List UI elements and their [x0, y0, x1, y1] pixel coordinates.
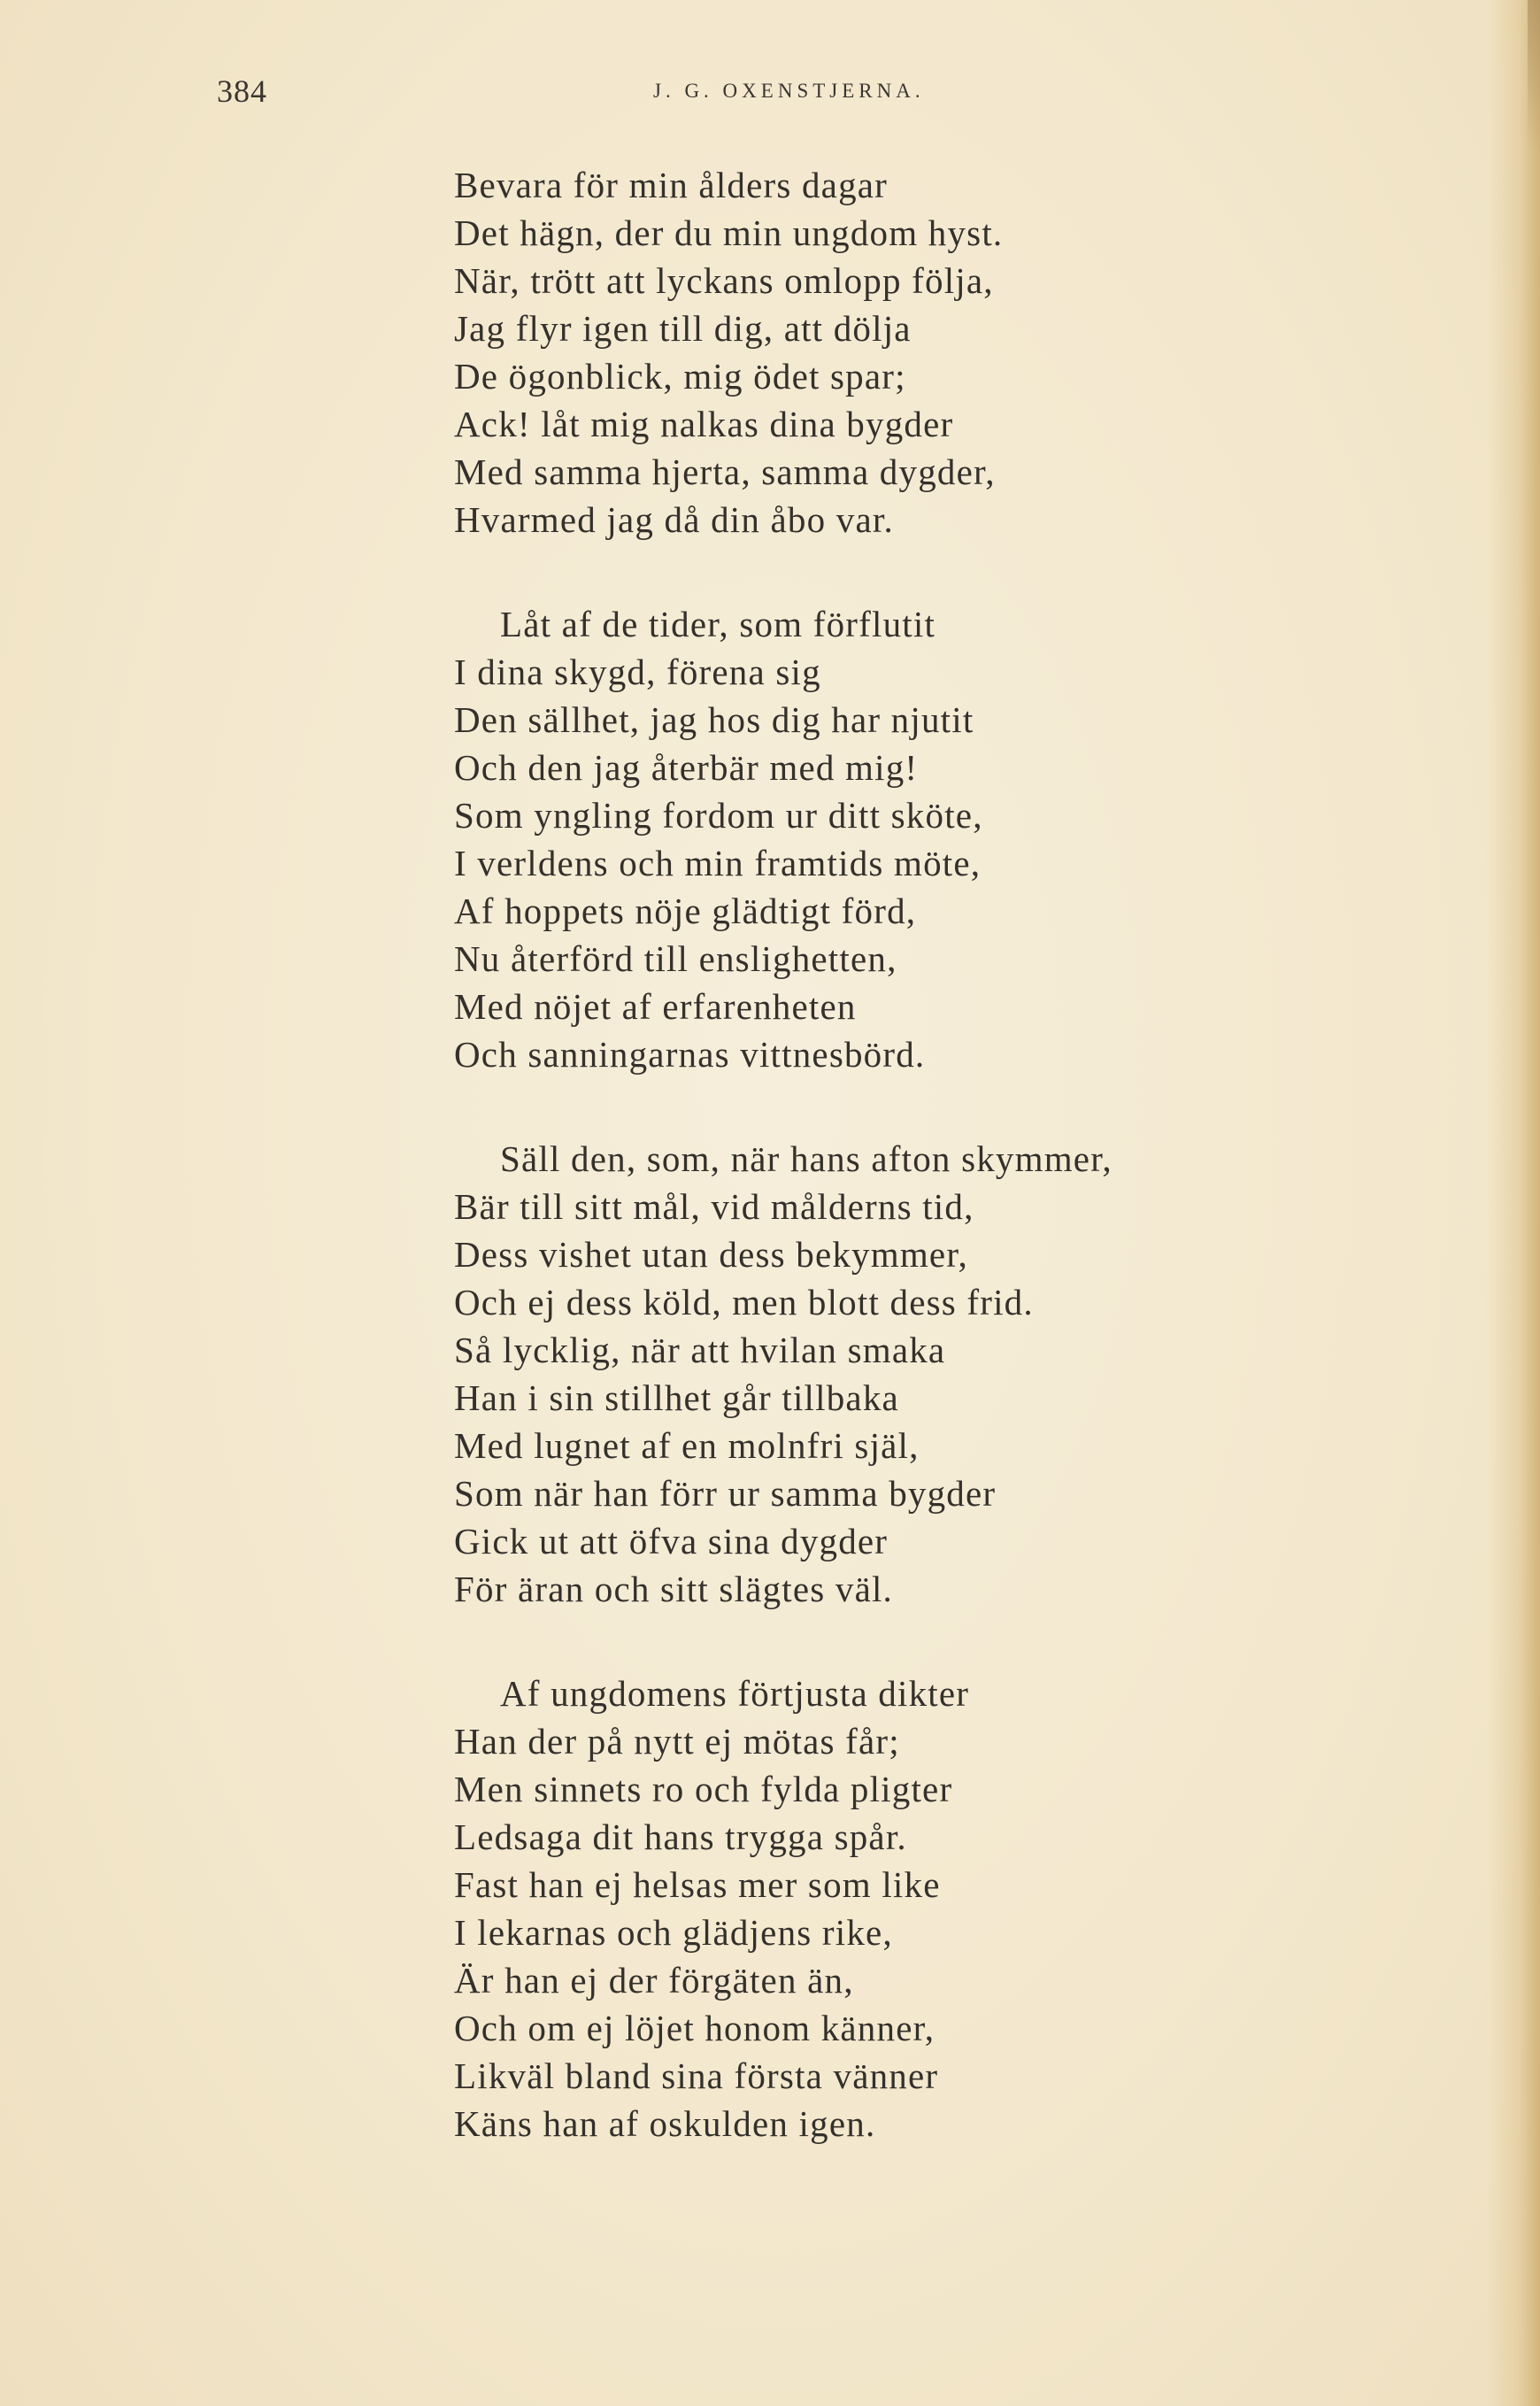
verse-line: Är han ej der förgäten än,: [454, 1960, 854, 2001]
poem-body: [454, 161, 1339, 2204]
stanza-1: [454, 161, 1339, 544]
verse-line: När, trött att lyckans omlopp följa,: [454, 260, 994, 301]
verse-line: Dess vishet utan dess bekymmer,: [454, 1234, 968, 1275]
verse-line: Hvarmed jag då din åbo var.: [454, 499, 894, 540]
verse-line: Gick ut att öfva sina dygder: [454, 1521, 889, 1562]
verse-line: Käns han af oskulden igen.: [454, 2103, 876, 2144]
verse-line: Han der på nytt ej mötas får;: [454, 1721, 900, 1762]
verse-line: I verldens och min framtids möte,: [454, 843, 982, 883]
verse-line: I lekarnas och glädjens rike,: [454, 1912, 893, 1953]
verse-line: De ögonblick, mig ödet spar;: [454, 356, 906, 397]
verse-line: Med samma hjerta, samma dygder,: [454, 451, 996, 492]
verse-line: Men sinnets ro och fylda pligter: [454, 1769, 953, 1809]
verse-line: I dina skygd, förena sig: [454, 652, 821, 692]
verse-line: Som yngling fordom ur ditt sköte,: [454, 795, 983, 836]
verse-line: Af ungdomens förtjusta dikter: [500, 1673, 970, 1714]
stanza-4: [454, 1670, 1339, 2148]
running-title: J. G. OXENSTJERNA.: [653, 80, 925, 102]
verse-line: Och sanningarnas vittnesbörd.: [454, 1034, 926, 1075]
running-header: [0, 73, 1540, 108]
verse-line: Den sällhet, jag hos dig har njutit: [454, 699, 974, 740]
verse-line: Det hägn, der du min ungdom hyst.: [454, 212, 1004, 253]
verse-line: Bär till sitt mål, vid målderns tid,: [454, 1186, 974, 1227]
verse-line: För äran och sitt slägtes väl.: [454, 1569, 894, 1609]
verse-line: Med lugnet af en molnfri själ,: [454, 1425, 920, 1466]
verse-line: Bevara för min ålders dagar: [454, 165, 889, 205]
verse-line: Han i sin stillhet går tillbaka: [454, 1377, 899, 1418]
verse-line: Likväl bland sina första vänner: [454, 2055, 939, 2096]
verse-line: Fast han ej helsas mer som like: [454, 1864, 941, 1905]
verse-line: Jag flyr igen till dig, att dölja: [454, 308, 912, 349]
verse-line: Och den jag återbär med mig!: [454, 747, 919, 788]
verse-line: Och ej dess köld, men blott dess frid.: [454, 1282, 1034, 1323]
stanza-2: [454, 600, 1339, 1078]
verse-line: Och om ej löjet honom känner,: [454, 2008, 936, 2048]
verse-line: Så lycklig, när att hvilan smaka: [454, 1330, 946, 1370]
verse-line: Nu återförd till enslighetten,: [454, 938, 897, 979]
page-edge-shading: [1487, 0, 1540, 2406]
stanza-3: [454, 1135, 1339, 1613]
verse-line: Säll den, som, när hans afton skymmer,: [500, 1138, 1113, 1179]
verse-line: Som när han förr ur samma bygder: [454, 1473, 997, 1514]
verse-line: Af hoppets nöje glädtigt förd,: [454, 891, 917, 931]
verse-line: Ledsaga dit hans trygga spår.: [454, 1816, 907, 1857]
page-number: 384: [217, 73, 267, 109]
verse-line: Med nöjet af erfarenheten: [454, 986, 857, 1027]
verse-line: Låt af de tider, som förflutit: [500, 604, 936, 644]
verse-line: Ack! låt mig nalkas dina bygder: [454, 404, 954, 444]
